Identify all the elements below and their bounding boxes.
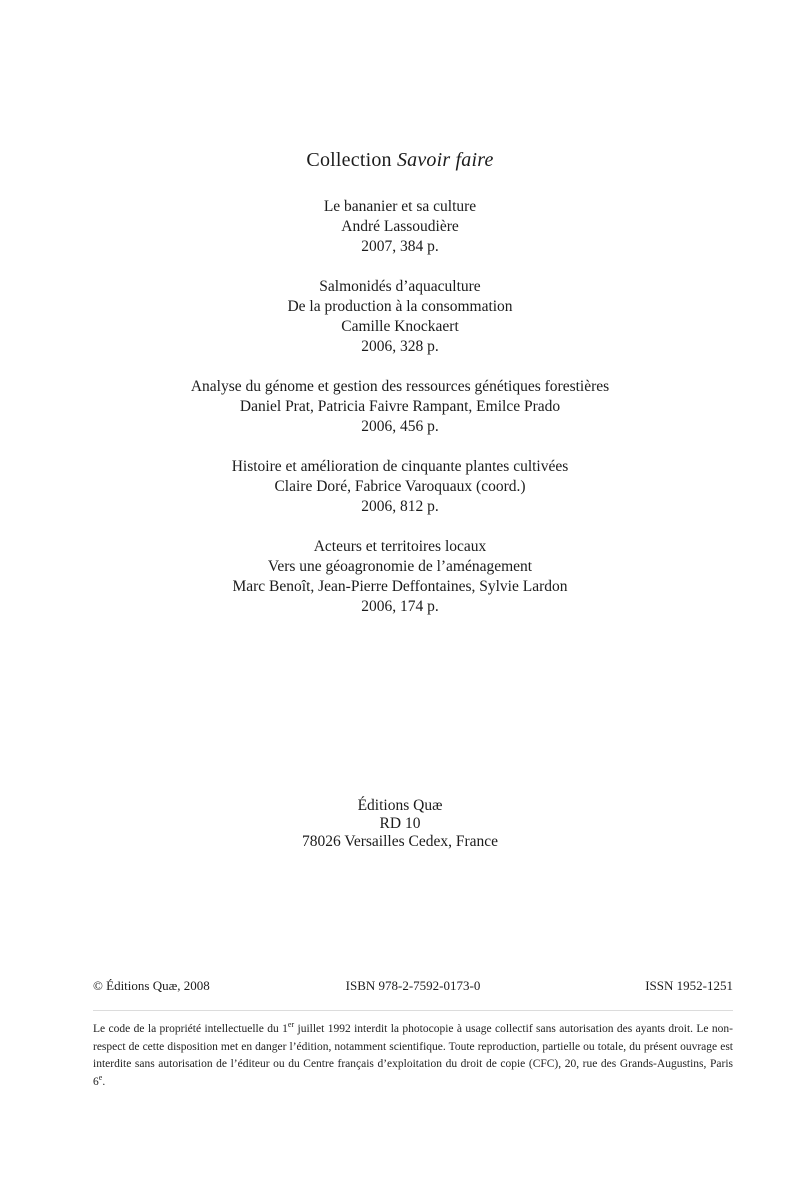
- book-year-pages: 2006, 812 p.: [361, 498, 439, 515]
- book-authors: André Lassoudière: [341, 218, 459, 235]
- book-entry: [40, 277, 760, 357]
- book-entry: [40, 537, 760, 617]
- collection-title: [0, 147, 800, 173]
- book-subtitle: De la production à la consommation: [287, 298, 513, 315]
- legal-text-part2: juillet 1992 interdit la photocopie à usage collectif sans autorisation des ayants droit. Le non-respect de cette disposition met en danger l’édition, notamment scientifique. Toute reproduction, partielle ou totale, du présent ouvrage est interdite sans autorisation de l’éditeur ou du Centre français d’exploitation du droit de copie (CFC), 20, rue des Grands-Augustins, Paris 6: [93, 1023, 734, 1088]
- book-entry: [40, 197, 760, 257]
- book-entry: [40, 457, 760, 517]
- book-year-pages: 2007, 384 p.: [361, 238, 439, 255]
- legal-notice: [93, 1010, 733, 1091]
- publisher-name: Éditions Quæ: [357, 797, 443, 814]
- book-year-pages: 2006, 328 p.: [361, 338, 439, 355]
- publisher-address-line1: RD 10: [379, 815, 421, 832]
- collection-prefix: Collection: [306, 149, 392, 171]
- book-title: Analyse du génome et gestion des ressources génétiques forestières: [190, 378, 610, 395]
- imprint-row: [93, 978, 733, 994]
- publisher-block: [0, 797, 800, 851]
- publisher-address-line2: 78026 Versailles Cedex, France: [302, 833, 498, 850]
- book-year-pages: 2006, 174 p.: [361, 598, 439, 615]
- book-subtitle: Vers une géoagronomie de l’aménagement: [267, 558, 533, 575]
- book-entry: [40, 377, 760, 437]
- book-authors: Marc Benoît, Jean-Pierre Deffontaines, Sylvie Lardon: [232, 578, 568, 595]
- book-authors: Camille Knockaert: [341, 318, 459, 335]
- issn-number: ISSN 1952-1251: [645, 978, 733, 993]
- isbn-number: ISBN 978-2-7592-0173-0: [345, 978, 481, 993]
- book-title: Salmonidés d’aquaculture: [319, 278, 481, 295]
- legal-text-part1: Le code de la propriété intellectuelle du 1: [93, 1023, 288, 1035]
- book-title: Le bananier et sa culture: [323, 198, 477, 215]
- legal-text-part3: .: [102, 1075, 106, 1088]
- book-authors: Daniel Prat, Patricia Faivre Rampant, Emilce Prado: [239, 398, 561, 415]
- legal-superscript-e: e: [98, 1072, 103, 1082]
- collection-name: Savoir faire: [396, 149, 494, 171]
- copyright-notice: © Éditions Quæ, 2008: [93, 978, 210, 993]
- imprint-footer: [93, 978, 733, 1091]
- book-title: Histoire et amélioration de cinquante plantes cultivées: [231, 458, 569, 475]
- book-list: [0, 197, 800, 617]
- legal-superscript-er: er: [287, 1020, 295, 1030]
- book-authors: Claire Doré, Fabrice Varoquaux (coord.): [274, 478, 526, 495]
- book-title: Acteurs et territoires locaux: [313, 538, 487, 555]
- book-year-pages: 2006, 456 p.: [361, 418, 439, 435]
